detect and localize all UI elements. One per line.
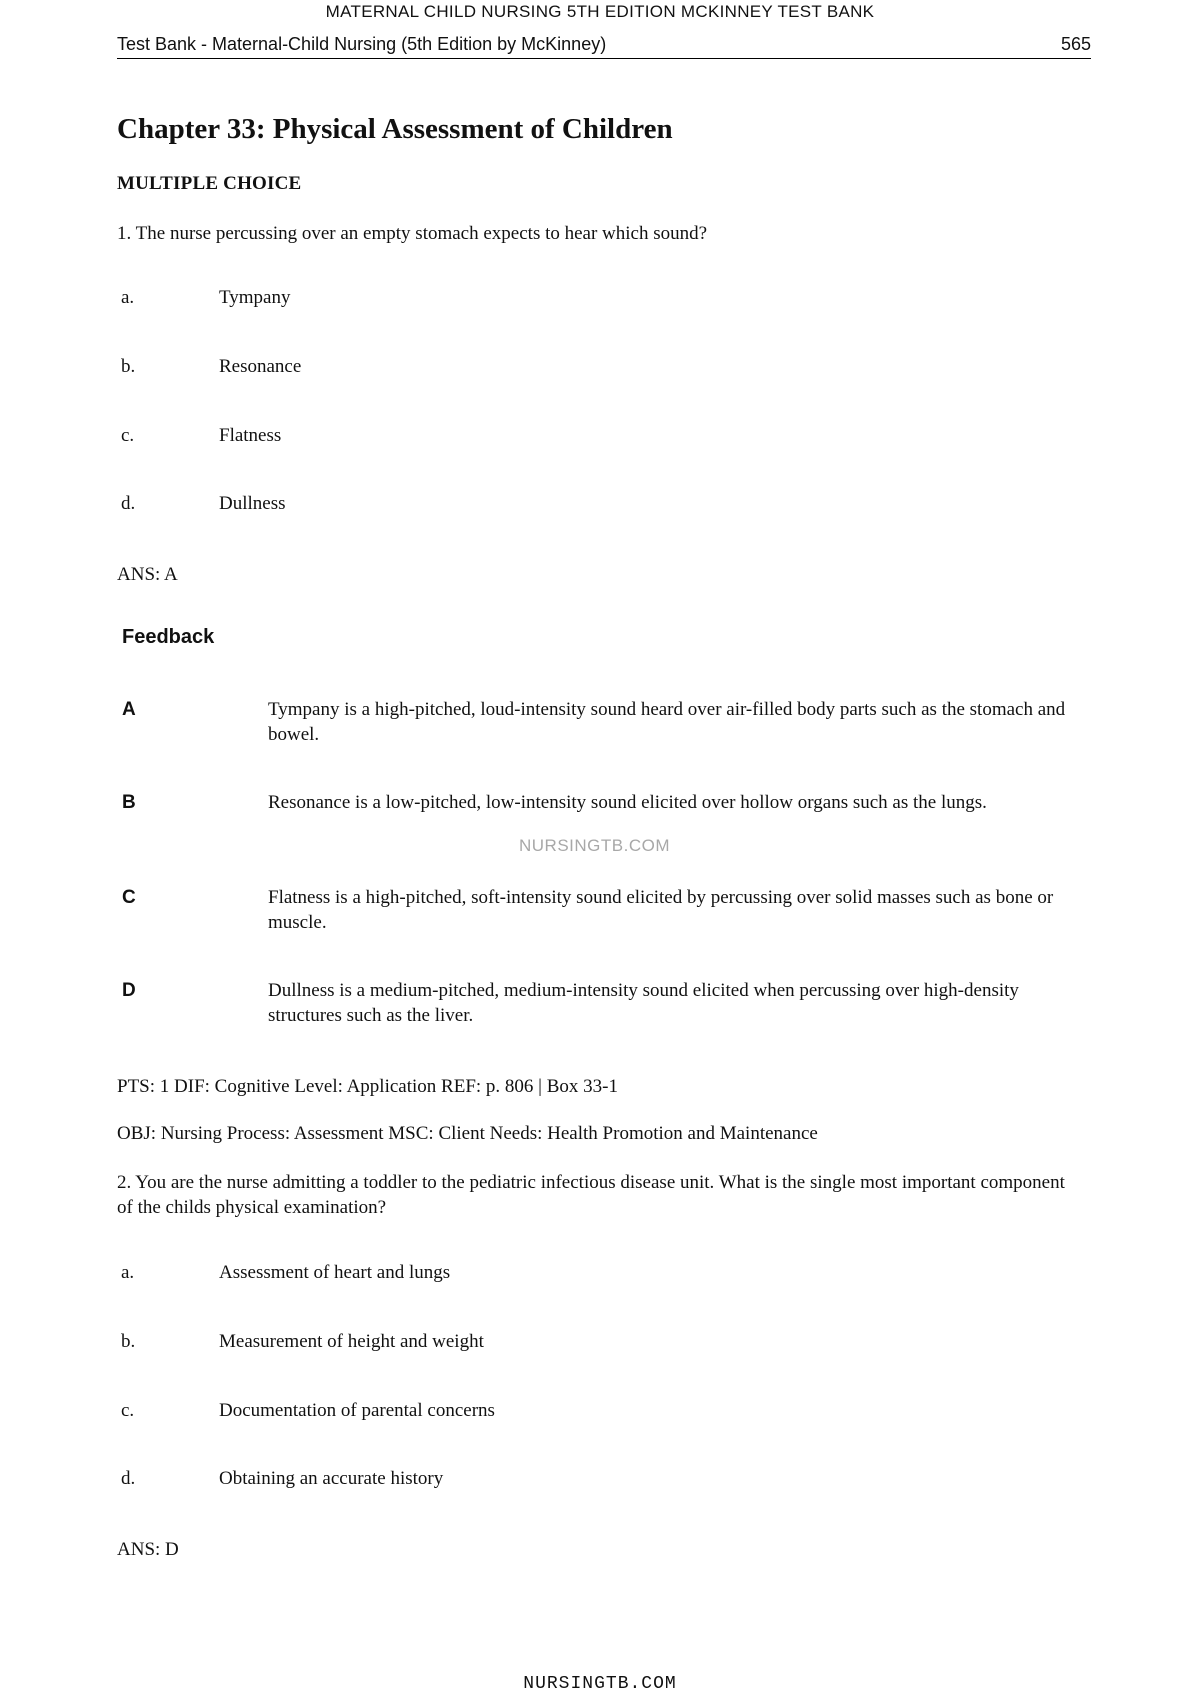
feedback-b-text: Resonance is a low-pitched, low-intensity sound elicited over hollow organs such as the lungs.	[268, 792, 987, 813]
question-1-stem: 1. The nurse percussing over an empty stomach expects to hear which sound?	[117, 223, 708, 244]
feedback-a-text: Tympany is a high-pitched, loud-intensity sound heard over air-filled body parts such as the stomach and bowel.	[268, 699, 1066, 745]
q2-option-a-text: Assessment of heart and lungs	[219, 1262, 451, 1283]
q2-option-a-letter: a.	[121, 1262, 135, 1283]
q1-option-d-letter: d.	[121, 493, 136, 514]
q1-option-c-text: Flatness	[219, 425, 282, 446]
q1-option-a-letter: a.	[121, 287, 135, 308]
q2-option-b-letter: b.	[121, 1331, 136, 1352]
q2-option-d-text: Obtaining an accurate history	[219, 1468, 444, 1489]
feedback-c-letter: C	[122, 887, 136, 908]
q2-option-d-letter: d.	[121, 1468, 136, 1489]
q2-option-c-letter: c.	[121, 1400, 135, 1421]
section-heading: MULTIPLE CHOICE	[117, 173, 302, 194]
q1-option-d-text: Dullness	[219, 493, 286, 514]
running-header-title: Test Bank - Maternal-Child Nursing (5th Edition by McKinney)	[117, 34, 607, 54]
q2-answer: ANS: D	[117, 1539, 179, 1560]
feedback-c-text: Flatness is a high-pitched, soft-intensity sound elicited by percussing over solid masses such as bone or muscle.	[268, 887, 1054, 933]
watermark-text: NURSINGTB.COM	[519, 836, 670, 855]
chapter-title: Chapter 33: Physical Assessment of Children	[117, 113, 673, 145]
feedback-d-text: Dullness is a medium-pitched, medium-intensity sound elicited when percussing over high-density structures such as the liver.	[268, 980, 1019, 1026]
feedback-title: Feedback	[122, 626, 215, 648]
feedback-d-letter: D	[122, 980, 136, 1001]
q2-option-b-text: Measurement of height and weight	[219, 1331, 484, 1352]
feedback-b-letter: B	[122, 792, 136, 813]
feedback-a-letter: A	[122, 699, 136, 720]
q1-option-c-letter: c.	[121, 425, 135, 446]
page-number: 565	[1060, 34, 1091, 54]
running-header	[117, 34, 1091, 59]
q1-option-b-text: Resonance	[219, 356, 302, 377]
q2-option-c-text: Documentation of parental concerns	[219, 1400, 495, 1421]
top-banner: MATERNAL CHILD NURSING 5TH EDITION MCKINNEY TEST BANK	[325, 2, 875, 21]
q1-answer: ANS: A	[117, 564, 178, 585]
q1-obj-line: OBJ: Nursing Process: Assessment MSC: Client Needs: Health Promotion and Maintenance	[117, 1123, 818, 1144]
q1-option-a-text: Tympany	[219, 287, 291, 308]
q1-pts-line: PTS: 1 DIF: Cognitive Level: Application REF: p. 806 | Box 33-1	[117, 1076, 618, 1097]
question-2-stem: 2. You are the nurse admitting a toddler to the pediatric infectious disease unit. What is the single most important component of the childs physical examination?	[117, 1172, 1065, 1218]
footer-watermark: NURSINGTB.COM	[523, 1674, 677, 1694]
q1-option-b-letter: b.	[121, 356, 136, 377]
